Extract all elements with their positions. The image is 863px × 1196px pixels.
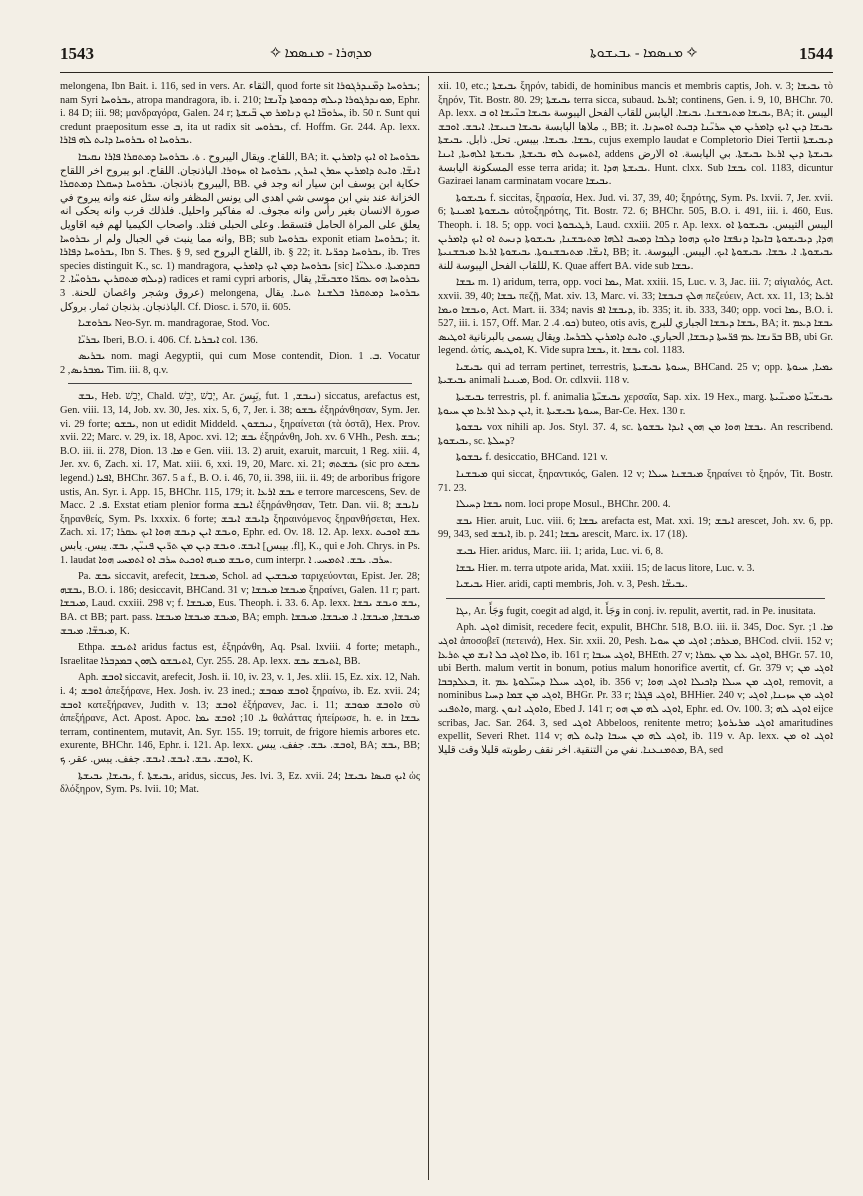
dictionary-entry: Ethpa. ܐܬܝܒܫ aridus factus est, ἐξηράνθη, Aq. Psal. lxviii. 4 forte; metaph., Israelitae ܐܬܝܒܫܘ ܠܗܘܢ ܒܡܕܒܪܐ, Cyr. 255. 28. Ap. lexx. ܐܬܝܒܫ ܝܒܫ, BB. (60, 642, 420, 667)
dictionary-entry: Pa. ܝܒܫ siccavit, arefecit, ܡܝܒܫܐ, Schol. ad ܡܝܒܫܝܢ ταριχεύονται, Epist. Jer. 28; ܝܒܫܗ, B.O. i. 186; desiccavit, BHCand. 31 v; ܡܝܒܫܐ ܡܝܒܫܐ ξηραίνει, Galen. 11 r; part. ܡܝܒܫܐ, Laud. cxxiii. 298 v; f. ܡܝܒܫܐ, Eus. Theoph. i. 33. 6. Ap. lexx. ܝܒܫ ܘܝܒܫ ܝܒܫܐ, BA. ct BB; part. pass. ܡܝܒܫ ܡܝܒܫܐ ܡܝܒܫܐ, BA; emph. ܡܝܒܫܐ, ܡܝܒܫܐ. ܐ. ܡܝܒܫܐ. ܡܝܒܫܐ ܡܝܒܫ̈ܐ. ܡܝܒܫ, K. (60, 571, 420, 637)
dictionary-entry: ܝܒܝܫܝܐ qui ad terram pertinet, terrestris, ܚܝܘܬܐ ܝܒܝܫܝܬܐ, BHCand. 25 v; opp. ܝܡܝܐ, ܚܝܘܬܐ ܝܒܝܫܝܬܐ animali ܡܝܢܝܐ, Bod. Or. cdlxvii. 118 v. (438, 361, 833, 387)
dictionary-entry: ܝܒܪܘܫܝܐ Neo-Syr. m. mandragorae, Stod. Voc. (78, 318, 270, 330)
left-column (60, 80, 420, 1182)
dictionary-entry: ܝܒܫܐ m. 1) aridum, terra, opp. voci ܝܡܐ, Mat. xxiii. 15, Luc. v. 3, Jac. iii. 7; αἰγιαλός, Act. xxvii. 39, 40; ܝܒܫܐ πεζῇ, Mat. xiv. 13, Marc. vi. 33; ܗܠܟ ܒܝܒܫܐ πεζεύειν, Act. xx. 11, 13; ܐܪܥܐ ܘܝܒܫܐ ܘܝܡܐ, Act. Mart. ii. 334; navis ܕܝܒܫܐ ܐܦ, ib. 335; it. ib. 333, 340; opp. voci ܝܡܐ, B.O. i. 527, iii. i. 157, Off. Mar. ܟܘ. 4. 2) buteo, otis avis, ܝܒܫܐ ܕܝܒܫܐ الجباري للبرج, BA; it. ܝܒܫܐ ܕܥܡ ܒܪ̈ܢܫܐ ܥܡ ܦܪ̈ܚܬܐ ܕܝܒܫܐ, الحباري. ܘܐܝܬ ܕܐܡܪܝܢ ܠܒܪܚܐ. ويقال يسمى بالبرنانية ܐܘܛܝܣ BB, ubi Gr. legend. ὠτίς, ܐܘܛܝܣ, K. Vide supra ܝܒܫܐ, it. ܝܒܫܐ col. 1183. (438, 277, 833, 357)
running-head-right: ✧ ܡܢܣܡܐ - ܝܒܝܫܘܬܐ (590, 46, 698, 61)
page-number-right: 1544 (799, 44, 833, 63)
dictionary-entry: ܝܒܫܐ ܕܚܝܠܐ nom. loci prope Mosul., BHChr. 200. 4. (456, 499, 671, 511)
dictionary-entry: اللقاح. ويقال اليبروح . ة. ܝܒܪܘܚܐ ܕܡܬܩܪܐ ܦܐܪܐ ܢܩܝܒܐ, BA; it. ܝܒܪܘܚܐ ܐܘ ܐܝܟ ܕܐܡܪܝܢ ܐܢܫ̈ܐ. ܘܐܝܬ ܕܐܡܪܝܢ ܚܘܪܢ ܐܚܪܢ, ܝܒܪܘܚܐ ܐܘ ܚܙܘܪܐ. الباذنجان. اللقاح. ابو يبروح اخر اللقاح اليبروح باذنجان. ܝܒܪܘܚܐ ܕܚܩܠܐ ܕܡܬܩܪܐ, BB. حكاية ابن يوسف ابن سيار انه وجد في الخزانة عند بني ابن موسى شي اهدى الى يونس المظفر وانه سئل عنه وانه يبروح في صورة الانسان بغير رأس وانه مجوف. له مفاكير واحليل. فلذلك قرب وانه يحكى انه يعلق على المراة الحامل فتسقط. وعلى الحبلى فتلد. واصحاب الكيميا لهم فيه اقاويل وانه مما ينبت في الجبال ولم ار ܝܒܪܘܚܐ, BB; sub ܝܒܪܘܚܐ exponit etiam ܝܒܪܘܚܐ; it. ܝܒܪܘܚܐ ܕܦܐܪܐ, Ibn S. Thes. § 9, sed اللقاح البروح, ib. § 22; it. ܝܒܪܘܚܐ ܕܟܪ̈ܝܐ, ib. Tres species distinguit K., sc. 1) mandragora, ܝܒܪܘܚܐ ܕܡܢ ܐܝܟ ܕܐܡܪܝܢ [sic] ܒܩܕܡܝܬܐ. ܘܥܠܝ̈ܐ ܕܝܠܗ ܡܬܩܪܝܢ ܝܒܪܘܚ̈ܐ. 2) radices et rami cypri arboris, ܝܒܪܘܚܐ ܗܘ ܥܩܪ̈ܐ ܘܫܒܝܫ̈ܐ, يقال عروق وشجر واغصان للحنة. 3) melongena, ܝܒܪܘܚܐ ܕܡܬܩܪܐ ܒܠܫܢܐ ܬܝܝܐ. يقال الباذنجان. بذنجان ثمار. بروكل. Cf. Diosc. i. 570, ii. 605. (60, 151, 420, 313)
entry-separator (446, 598, 825, 599)
dictionary-entry: ܝܒܝܫܝܬܐ terrestris, pl. f. animalia ܝܒܝܫܝ̈ܬܐ χερσαῖα, Sap. xix. 19 Hex., marg. ܝܒܝܫܝ̈ܬܐ ܘܡܝܢ̈ܝܬܐ ܐܝܢ ܕܥܠ ܐܪܥܐ ܡܢ ܚܝܘܬܐ, it. ܚܝܘܬܐ ܝܒܝܫܝܬܐ, Bar-Ce. Hex. 130 r. (438, 392, 833, 417)
dictionary-entry: Aph. ܐܘܒܫ siccavit, arefecit, Josh. ii. 10, iv. 23, v. 1, Jes. xlii. 15, Ez. xix. 12, Nah. i. 4; ܐܘܒܫ ἀπεξήρανε, Hex. Josh. iv. 23 ined.; ܐܘܒܫ ܡܘܒܫ ξηραίνω, ib. Ez. xvii. 24; ܐܘܒܫ κατεξήρανεν, Judith v. 13; ܐܘܒܫ ἐξήρανεν, Jac. i. 11; ܘܐܘܒܫ ܡܘܒܫ σὺ ἀπεξήρανε, Act. Apost. Apoc. ܝܐ. 10; ܐܘܒܫ ܝܡܐ θαλάττας ἠπείρωσε, h. e. in ܝܒܫܐ terram, continentem, mutavit, An. Syr. 155. 19; torruit, de frigore hiemis arbores etc. exurente, BHChr. 146, Ephr. i. 121. Ap. lexx. ܐܘܒܫ. ܝܒܫ. جفف. يبس, BA; ܝܒܫ, BB; ܐܘܒܫ. ܝܒܫ. ܐܝܒܫ. ܐܝܒܫ. جفف. يبس. عقر. ܟ, K. (60, 672, 420, 765)
running-head-left: ܡܕܗܪܐ - ܡܢܣܡܐ ✧ (270, 46, 372, 61)
entry-separator (68, 383, 412, 384)
dictionary-entry: ܡܝܒܫܢܐ qui siccat, ξηραντικός, Galen. 12 v; ܡܝܒܫܢܐ ܚܝܠܐ ξηραίνει τὸ ξηρόν, Tit. Bostr. 71. 23. (438, 469, 833, 494)
dictionary-entry: ܝܒܝܫ Hier. aridus, Marc. iii. 1; arida, Luc. vi. 6, 8. (456, 546, 664, 557)
dictionary-entry: ܝܒܝܫܘܬܐ f. siccitas, ξηρασία, Hex. Jud. vi. 37, 39, 40; ξηρότης, Sym. Ps. lxvii. 7, Jer. xvii. 6; ܝܒܝܫܘܬܐ ܐܡܝܢܬܐ αὐτοξηρότης, Tit. Bostr. 72. 6; BHChr. 505, B.O. i. 491, iii. i. 460, Eus. Theoph. i. 18. 5; opp. voci ܪܛܝܒܘܬܐ, Laud. cxxiii. 205 r. Ap. lexx. اليبس التيبس. ܝܒܝܫܘܬܐ ܐܘ ܗܕܐ, ܕܝܒܝܫܘܬܐ ܒܐܝܕܐ ܕܢܦܫܐ ܘܐܝܟ ܕܗܘܐ ܕܠܒܐ ܕܡܚܒ ܐܠܗܐ ܡܬܝܒܫܢܐ, ܝܒܝܫܘܬܐ ܕܢܚܬ ܐܘ ܐܝܟ ܕܐܡܪܝܢ ܐܢܫ̈ܐ. ܡܬܝܒܫܢܘܬܐ. ܝܒܝܫܘܬܐ ܐܪܥܐ ܡܝܒܫܢܝܬܐ, BB; it. ܝܒܝܫܘܬܐ. ܐ. ܝܒܫܐ. ܝܒܝܫܘܬܐ ܐܝܟ. اليبس. اليبوسة. لللقاب الفحل اليبوسة للنة, K. Quae affert BA. vide sub ܝܒܫܐ. (438, 192, 833, 272)
dictionary-entry: ܝܒܫ Hier. aruit, Luc. viii. 6; ܝܒܫܐ arefacta est, Mat. xxi. 19; ܐܝܒܫ arescet, Joh. xv. 6, pp. 99, 343, sed ܐܝܒܫ, ib. p. 241; ܝܒܫܐ arescit, Marc. ix. 17 (18). (438, 515, 833, 541)
dictionary-entry: melongena, Ibn Bait. i. 116, sed in vers. Ar. الثقاء, quod forte sit ܝܒܪܘܚܐ ܕܡ̈ܢܕܪܓܘܪܐ; nam Syri ܝܒܪܘܚܐ, atropa mandragora, ib. i. 210; ܡܘܢܕܪܓܘܪܐ ܕܝܠܗ ܕܟܘܡܬܐ ܕܐ̈ܢܫܐ, Ephr. i. 84 D; iii. 98; μανδραγόρα, Galen. 24 r; ܚܪܘܒ̈ܐ ܐܝܟ ܕܢܐܡܪ ܡܢ ܒ̈ܝܫܬܐ, ib. 50 r. Sunt qui credunt praepositum esse ܒ, ita ut radix sit ܝܒܪܘܚ, cf. Hoffm. Gr. 244. Ap. lexx. ܝܒܪܘܚܐ ܐܘ ܝܒܪܘܚܐ ܕܐܝܬ ܠܗ ܦܐܪܐ. (60, 81, 420, 147)
right-column (438, 80, 833, 1182)
dictionary-entry: ܝܒܝܫܐ, ܝܒܝܫܬܐ, f. ܝܒܝܫܬܐ, aridus, siccus, Jes. lvi. 3, Ez. xvii. 24; ܐܝܟ ܩܝܣܐ ܝܒܝܫܐ ὡς δλόξηρον, Sym. Ps. lvii. 10; Mat. (60, 770, 420, 796)
dictionary-entry: ܝܒܫ, Heb. יָבֵשׁ, Chald. יְבַשׁ ,יְבֵשׁ, Ar. يَبِسَ, fut. ܢܝܒܫ, 1) siccatus, arefactus est, Gen. viii. 13, 14, Job. xv. 30, Jes. xix. 5, 6, 7, Jer. i. 38; ܝܒܫܘ ἐξηράνθησαν, Sym. Jer. vi. 29 forte; ܝܒܫܘ, non ut edidit Middeld. ܢܝܒܫܘܢ, ξηραίνεται (τὰ ὀστᾶ), Hex. Prov. xvii. 22; Marc. v. 29, ix. 18, Apoc. xvi. 12; ܝܒܫ ἐξηράνθη, Joh. xv. 6 VHh., Pesh. ܝܒܫ; B.O. iii. ii. 278, Dion. ܡܐ. 13 e Gen. viii. 13. 2) aruit, exaruit, marcuit, 1 Reg. xiii. 4, Jer. xv. 6, Zach. xi. 17, Mat. xiii. 6, xxi. 19, 20, Marc. xi. 21; ܝܒܫܬܗ (sic pro ܝܒܫܬ legend.) ܐܦܝܐ, BHChr. 367. 5 a f., B. O. i. 46, 70, ii. 398, iii. ii. 49; de arboribus frigore ustis, An. Syr. i. App. 15, BHChr. 115, 179; it. ܝܒܫ ܐܪܥܐ e terrore marcescens, Sev. de Macc. ܦ. 2. Exstat etiam plenior forma ܐܝܒܫ ἐξηράνθησαν, Tetr. Dan. vii. 8; ܢܐܝܒܫ ξηρανθείς, Sym. Ps. lxxxix. 6 forte; ܕܐܝܒܫ ܐܝܒܫ ξηραινόμενος ξηρανθήσεται, Hex. Zach. xi. 17; ܘܝܒܫ ܐܝܢ ܕܝܒܫ ܗܘܐ ܐܝܟ ܥܩܪܐ, Ephr. ed. Ov. 18. 12. Ap. lexx. ܝܒܫ ܐܘܟܝܬ ܐܝܒܫ. ܘܝܒܫ ܕܝܢ ܡܢ ܬܪ̈ܝܢ ܦܢܝ̈ܢ, ܝܒܫ. يبس. يابس [بيبس .fl], K., qui e Joh. Chrys. in Ps. 1. laudat ܘܝܒܫ ܡܢܗ ܐܘܟܝܬ ܚܪܒ ܐܘ ܐܬܡܚܝ ܗܘܐ, cum interpr. ܚܪܒ. ܝܒܫ. ܐܬܡܚܝ. ܐ. (60, 391, 420, 566)
column-divider (428, 76, 429, 1180)
dictionary-entry: ܝܒܫܐ Hier. m. terra utpote arida, Mat. xxiii. 15; de lacus litore, Luc. v. 3. (456, 562, 755, 574)
page-number-left: 1543 (60, 44, 94, 63)
dictionary-entry: ܝܒܫܘܬܐ f. desiccatio, BHCand. 121 v. (456, 452, 608, 464)
dictionary-entry: ܝܒܝܫܝܐ Hier. aridi, capti membris, Joh. v. 3, Pesh. ܝܒܝܫ̈ܐ. (456, 579, 688, 591)
header-rule (60, 72, 833, 73)
dictionary-entry: ܝܓܐ, Ar. وَجَأَ fugit, coegit ad algd, it. وَجَأَ in conj. iv. repulit, avertit, rad. in Pe. inusitata. (456, 605, 816, 617)
dictionary-entry: xii. 10, etc.; ܝܒܝܫܬܐ ξηρόν, tabidi, de hominibus mancis et membris captis, Joh. v. 3; ܝܒܝܫܐ τὸ ξηρόν, Tit. Bostr. 80. 29; ܝܒܝܫܬܐ terra sicca, subaud. ܐܪܥܐ; continens, Gen. i. 9, 10, BHChr. 70. Ap. lexx. ܝܒܝܫܐ ܡܬܝܒܫܢܐ. ܝܒܝܫܐ. اليابس للقاب الفحل اليبوسة ܝܒܝܫܐ ܒܢ̈ܝܫܐ ܐܘ ܒ, BA; it. اليبس . ملاها البابسة ܝܒܝܫܐ ܒܢܝܫܐ. ܐܝܒܫ. ܐܘܒܫ, BB; it. ܝܒܝܫܐ ܕܝܢ ܐܝܟ ܕܐܡܪܝܢ ܡܢ ܚܪܝ̈ܢܐ ܕܒܝܬ ܐܘܚܕܢܐ. ܝܒܫܐ. ܝܒܝܫܐ. بيبس. تحل. ذابل. ܝܒܝܫܬܐ, cujus exemplo laudat e Completorio Diei Tertii ܕܝܒܝܫܬܐ ܐܬܚܙܝܬ ܠܗ ܝܒܝܫܬܐ, ܝܒܝܫܬܐ ܐܠܗܝܬܐ, ܐܝܢܐ, addens ܝܒܝܫܬܐ ܕܝܢ ܐܪܥܐ ܝܒܝܫܬܐ. بي اليابسة. ܐܘ الارض المسكونة اليابسة esse terra arida; it. ܝܒܝܫܬܐ ܗܕܐ. Hunt. clxx. Sub ܝܒܫܐ col. 1183, dicuntur Gaziraei lanam carminatam vocare ܝܒܝܫܐ. (438, 81, 833, 188)
dictionary-entry: Aph. ܐܘܓܝ dimisit, recedere fecit, expulit, BHChr. 518, B.O. iii. ii. 345, Doc. Syr. ܡܐ. 1; ܐܘܓܝ ἀποσοβεῖ (πετεινά), Hex. Sir. xxii. 20, Pesh. ܡܥܪܩ; ܐܘܓܝ ܡܢ ܚܘܝܐ, BHCod. clvii. 152 v; ܘܠܐ ܐܘܓܝ ܟܠ ܐܢܫ ܡܢ ܬܪܥܐ, ib. 161 r; ܐܘܓܝ ܚܝܒܐ, BHEth. 27 v; ܐܘܓܝ ܥܠ ܡܢ ܥܩܪܐ, BHGr. 57. 10, ubi Berth. malum vertit in bonum, potius malum honorifice avertit, cf. Gr. 379 v; ܐܘܓܝ ܡܢ ܒܥܠܕܒܒܐ, it. ܐܘܓܝ ܚܝܠܐ ܕܚܝ̈ܠܘܬܐ ܥܡ, ib. 356 v; ܐܘܓܝ ܡܢ ܚܝܠܐ ܕܐܟܝܠܐ ܐܘܓܝ ܗܘܐ, removit, a nominibus ܐܘܓܝ ܡܢ ܫܡܐ ܕܚܝܐ, BHGr. Pr. 33 r; ܐܘܓܝ ܦܓܪܐ, BHHier. 240 v; ܐܘܓܝ ܡܢ ܚܙܝܢܐ, ܐܘܓܝ ܘܐܬܦܢܝ, marg. ܘܐܘܓܝ ܐܢܘܢ, Ebed J. 141 r; ܐܘܓܝ ܠܗ ܡܢ ܗܘ, Ephr. ed. Ov. 100. 3; ܐܘܓܝ ܠܗ eijce scribas, Jac. Sar. 264. 3, sed ܐܘܓܝ Abbeloos, renitente metro; ܐܘܓܝ ܡܪܝܪܘܬܐ amaritudines expellit, Severi Rhet. 114 v; ܐܘܓܝ ܠܗ ܡܢ ܚܝܒܐ ܕܐܝܬ ܠܗ, ib. 119 v. Ap. lexx. ܐܘܓܝ ܐܘ ܡܢ ܡܬܡܢܥܢܐ. نفي من التنقية. اخر نقف رطوبته قليلا وقت قليلا, BA, sed (438, 622, 833, 756)
page-header (60, 40, 833, 68)
dictionary-entry: ܝܒܪܝܣ nom. magi Aegyptii, qui cum Mose contendit, Dion. ܒ. 1. Vocatur ܝܡܒܪܝܣ, 2 Tim. iii. 8, q.v. (60, 351, 420, 376)
dictionary-entry: ܝܒܪܝ̈ܐ Iberi, B.O. i. 406. Cf. ܐܝܒܪܝܐ col. 136. (78, 334, 258, 346)
dictionary-entry: ܝܒܫܘܬܐ vox nihili ap. Jos. Styl. 37. 4, sc. ܝܒܫܐ ܗܘܐ ܡܢ ܗܘܢ ܐܝܕܐ ܝܒܫܘܬܐ. An rescribend. ܝܒܝܫܘܬܐ, sc. ܕܚܠܬܐ? (438, 422, 833, 447)
